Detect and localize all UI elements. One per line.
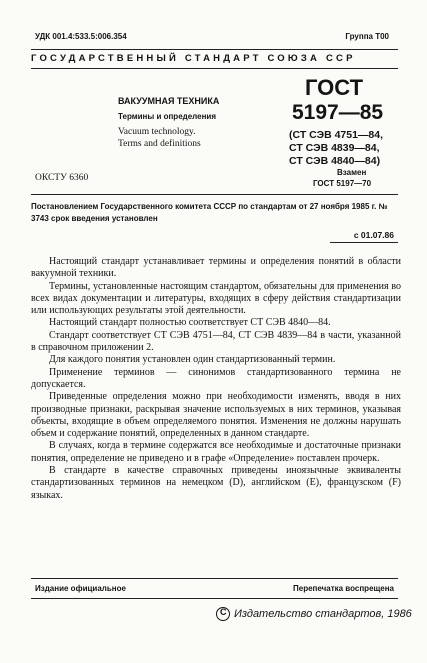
effective-date: с 01.07.86 [353,230,394,240]
official-edition: Издание официальное [35,584,126,593]
decree-text: Постановлением Государственного комитета СССР по стандартам от 27 ноября 1985 г. № 3743 срок введения установлен [31,202,388,223]
top-rule [31,49,398,50]
standard-banner: ГОСУДАРСТВЕННЫЙ СТАНДАРТ СОЮЗА ССР [31,53,356,64]
paragraph: В стандарте в качестве справочных приведены иноязычные эквиваленты стандартизованных терминов на немецком (D), английском (E), французском (F) языках. [31,465,401,501]
english-title: Vacuum technology. [118,127,196,137]
reprint-notice: Перепечатка воспрещена [293,584,394,593]
document-subtitle: Термины и определения [118,112,217,121]
group-code: Группа Т00 [345,32,389,41]
gost-label: ГОСТ [305,75,364,100]
footer-rule [31,598,398,599]
copyright-text: Издательство стандартов, 1986 [234,608,412,620]
okstu-code: ОКСТУ 6360 [35,173,89,183]
copyright [216,607,412,621]
decree-rule [31,194,398,195]
replaced-standard: ГОСТ 5197—70 [313,179,372,188]
replaces-label: Взамен [337,168,367,177]
copyright-icon [216,607,230,621]
banner-rule [31,68,398,69]
date-underline [330,242,398,243]
paragraph: Настоящий стандарт полностью соответствует СТ СЭВ 4840—84. [49,317,331,329]
st-sev-ref: СТ СЭВ 4839—84, [289,142,380,154]
udk-code: УДК 001.4:533.5:006.354 [35,32,127,41]
st-sev-ref: (СТ СЭВ 4751—84, [289,129,384,141]
paragraph: Приведенные определения можно при необходимости изменять, вводя в них производные признаки, раскрывая значение используемых в них терминов, указывая объекты, входящие в объем определяемого понятия. Изменения не должны нарушать объем и содержание понятий, определенных в данном стандарте. [31,391,401,440]
gost-number: 5197—85 [292,101,384,124]
paragraph: Термины, установленные настоящим стандартом, обязательны для применения во всех видах документации и литературы, входящих в сферу действия стандартизации или использующих результаты этой деятельности. [31,280,401,317]
footer-rule [31,578,398,579]
english-subtitle: Terms and definitions [118,139,201,149]
paragraph: Применение терминов — синонимов стандартизованного термина не допускается. [31,366,401,390]
paragraph: Настоящий стандарт устанавливает термины и определения понятий в области вакуумной техники. [31,256,401,280]
paragraph: Для каждого понятия установлен один стандартизованный термин. [49,354,336,366]
paragraph: Стандарт соответствует СТ СЭВ 4751—84, СТ СЭВ 4839—84 в части, указанной в справочном приложении 2. [31,329,401,354]
body-text [31,256,401,502]
st-sev-ref: СТ СЭВ 4840—84) [289,155,381,167]
document-title: ВАКУУМНАЯ ТЕХНИКА [118,96,220,106]
paragraph: В случаях, когда в термине содержатся все необходимые и достаточные признаки понятия, определение не приведено и в графе «Определение» поставлен прочерк. [31,440,401,464]
